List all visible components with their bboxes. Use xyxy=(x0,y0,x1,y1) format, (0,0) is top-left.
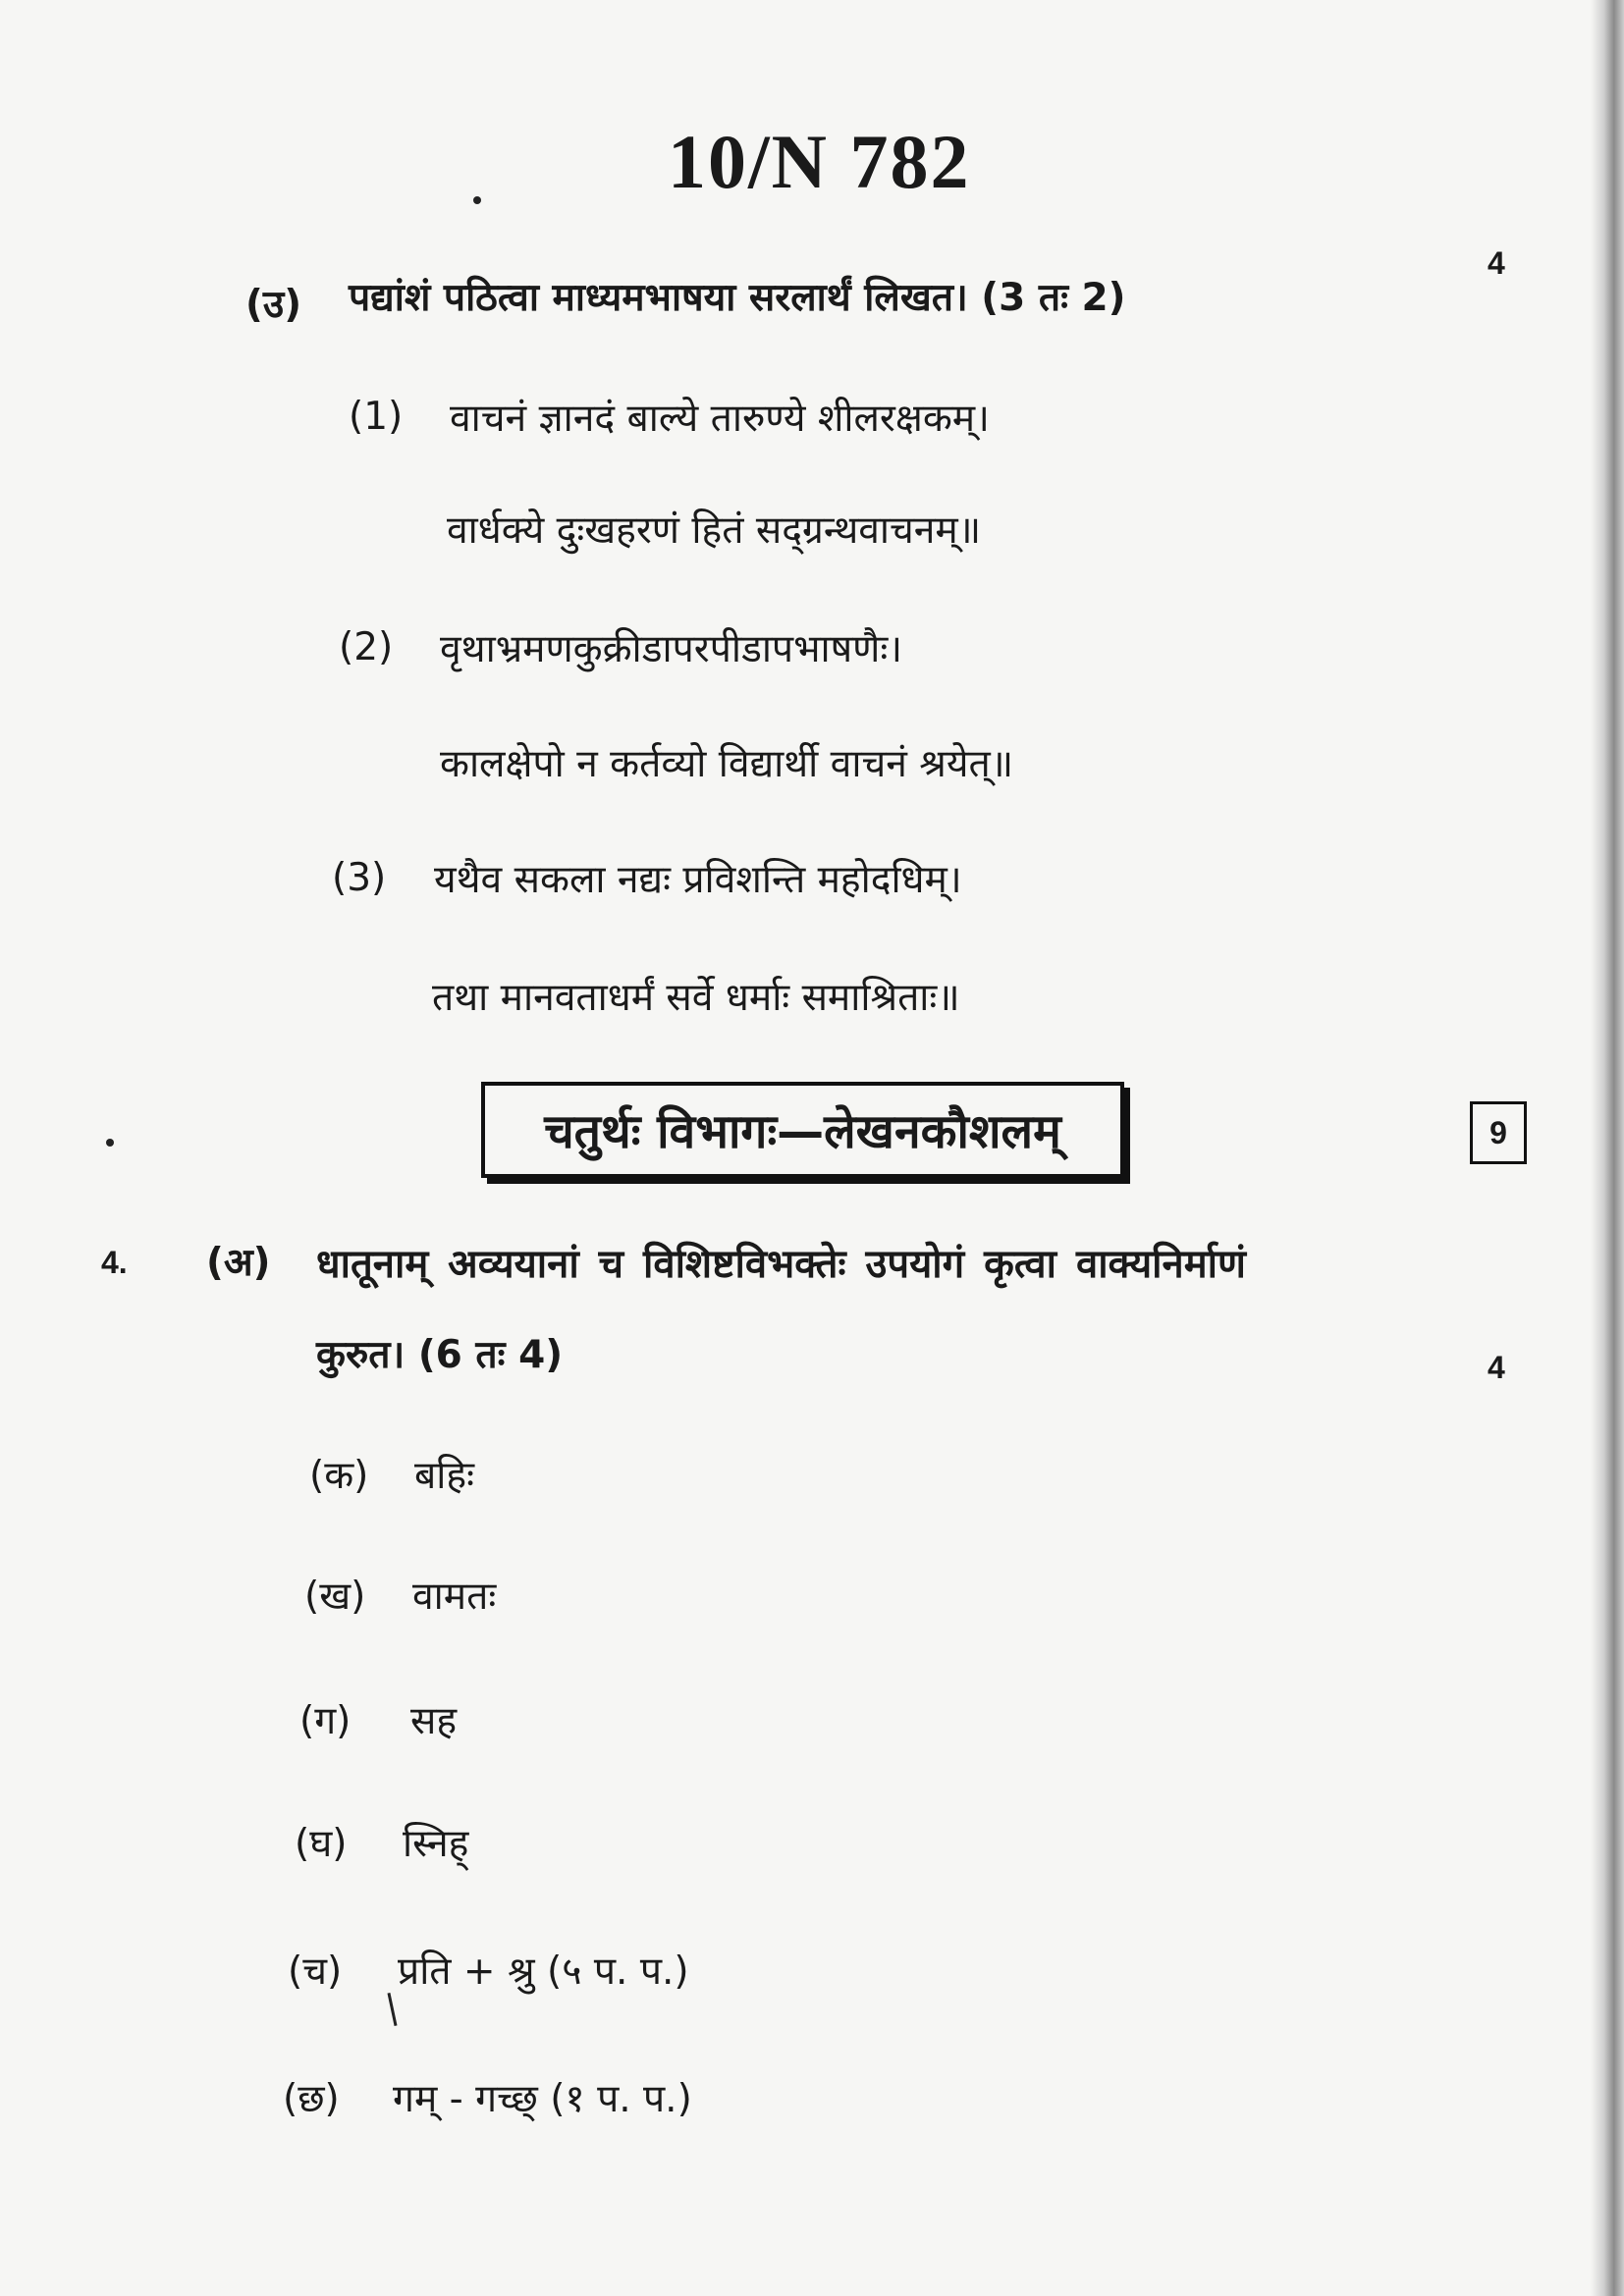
verse-1-line-1: वाचनं ज्ञानदं बाल्ये तारुण्ये शीलरक्षकम्। xyxy=(450,397,990,441)
option-text: वामतः xyxy=(412,1575,497,1619)
option-label: (ख) xyxy=(304,1575,366,1619)
verse-3-line-1: यथैव सकला नद्यः प्रविशन्ति महोदधिम्। xyxy=(434,858,962,902)
question-instruction-line-1: धातूनाम् अव्ययानां च विशिष्टविभक्तेः उपयोगं कृत्वा वाक्यनिर्माणं xyxy=(316,1242,1246,1287)
option-text: स्निह् xyxy=(403,1822,469,1866)
section-u-label: (उ) xyxy=(245,283,302,327)
question-marks: 4 xyxy=(1488,1350,1505,1385)
speck-mark xyxy=(106,1139,114,1147)
section-4-total-marks xyxy=(1470,1101,1527,1164)
verse-2-number: (2) xyxy=(339,625,394,669)
verse-2-line-2: कालक्षेपो न कर्तव्यो विद्यार्थी वाचनं श्रयेत्॥ xyxy=(440,742,1014,786)
section-4-heading xyxy=(481,1082,1124,1178)
question-sub-label: (अ) xyxy=(206,1241,271,1285)
scan-page-edge xyxy=(1591,0,1624,2296)
pen-mark xyxy=(387,1993,397,2026)
option-text: सह xyxy=(410,1699,458,1743)
option-label: (ग) xyxy=(299,1699,352,1743)
section-4-total-marks-value: 9 xyxy=(1489,1114,1507,1150)
speck-mark xyxy=(473,196,481,204)
option-label: (छ) xyxy=(283,2077,340,2121)
question-number: 4. xyxy=(101,1245,128,1280)
option-label: (च) xyxy=(288,1949,343,1994)
paper-code: 10/N 782 xyxy=(668,119,971,204)
verse-1-number: (1) xyxy=(349,395,404,439)
section-u-instruction: पद्यांशं पठित्वा माध्यमभाषया सरलार्थं लिखत। (3 तः 2) xyxy=(349,276,1126,320)
option-text: गम् - गच्छ् (१ प. प.) xyxy=(393,2077,692,2121)
section-u-marks: 4 xyxy=(1488,245,1505,281)
option-text: बहिः xyxy=(414,1454,474,1498)
verse-3-line-2: तथा मानवताधर्मं सर्वे धर्माः समाश्रिताः॥ xyxy=(432,976,960,1020)
option-label: (क) xyxy=(309,1454,369,1498)
verse-2-line-1: वृथाभ्रमणकुक्रीडापरपीडापभाषणैः। xyxy=(440,627,903,671)
verse-3-number: (3) xyxy=(332,856,387,900)
option-label: (घ) xyxy=(295,1822,348,1866)
option-text: प्रति + श्रु (५ प. प.) xyxy=(398,1949,689,1994)
question-instruction-line-2: कुरुत। (6 तः 4) xyxy=(316,1333,564,1377)
section-4-title: चतुर्थः विभागः—लेखनकौशलम् xyxy=(544,1103,1061,1159)
verse-1-line-2: वार्धक्ये दुःखहरणं हितं सद्ग्रन्थवाचनम्॥ xyxy=(447,508,982,553)
